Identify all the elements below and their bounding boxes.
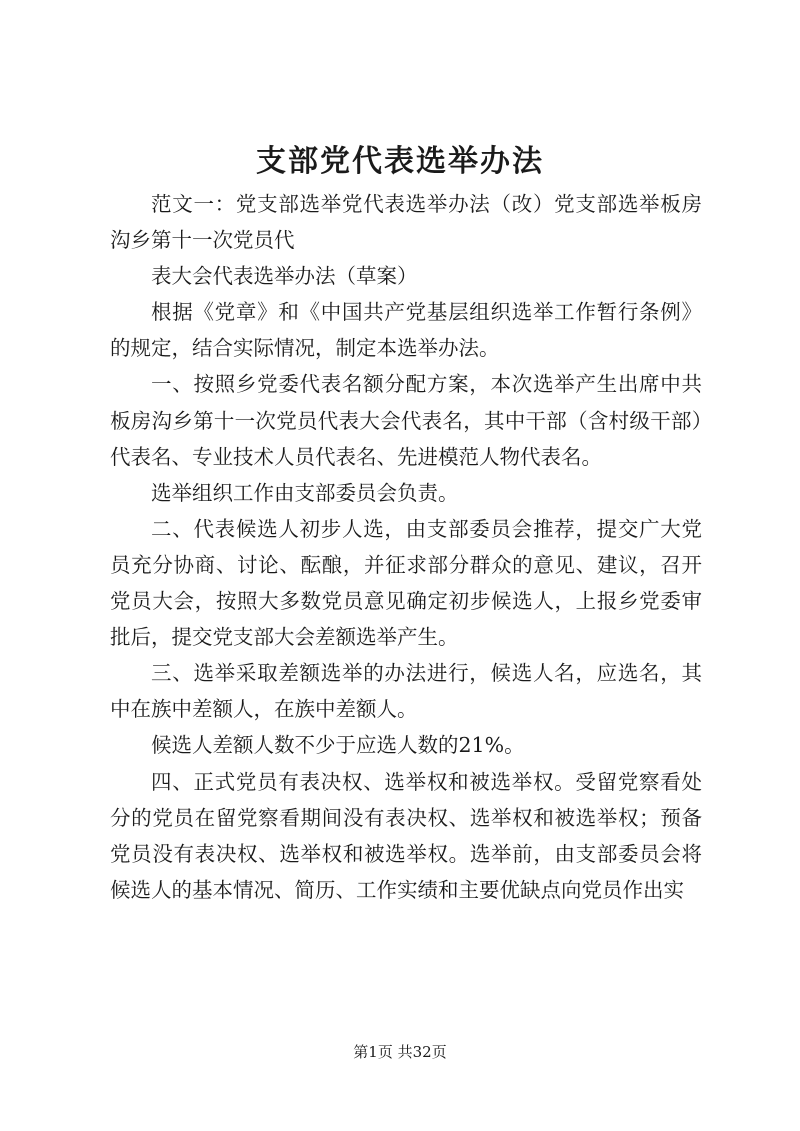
paragraph: 三、选举采取差额选举的办法进行，候选人名，应选名，其中在族中差额人，在族中差额人。 bbox=[110, 661, 702, 722]
paragraph: 四、正式党员有表决权、选举权和被选举权。受留党察看处分的党员在留党察看期间没有表决权、选举权和被选举权；预备党员没有表决权、选举权和被选举权。选举前，由支部委员会将候选人的基本情况、简历、工作实绩和主要优缺点向党员作出实 bbox=[110, 769, 702, 902]
paragraph: 选举组织工作由支部委员会负责。 bbox=[151, 480, 459, 505]
paragraph: 一、按照乡党委代表名额分配方案，本次选举产生出席中共板房沟乡第十一次党员代表大会代表名，其中干部（含村级干部）代表名、专业技术人员代表名、先进模范人物代表名。 bbox=[110, 372, 702, 469]
paragraph: 根据《党章》和《中国共产党基层组织选举工作暂行条例》的规定，结合实际情况，制定本选举办法。 bbox=[110, 300, 702, 361]
paragraph: 表大会代表选举办法（草案） bbox=[151, 264, 418, 289]
document-title: 支部党代表选举办法 bbox=[256, 144, 544, 179]
paragraph: 二、代表候选人初步人选，由支部委员会推荐，提交广大党员充分协商、讨论、酝酿，并征求部分群众的意见、建议，召开党员大会，按照大多数党员意见确定初步候选人，上报乡党委审批后，提交党支部大会差额选举产生。 bbox=[110, 516, 702, 650]
paragraph: 候选人差额人数不少于应选人数的21%。 bbox=[151, 733, 525, 758]
document-body bbox=[110, 186, 702, 908]
paragraph: 范文一：党支部选举党代表选举办法（改）党支部选举板房沟乡第十一次党员代 bbox=[110, 192, 702, 253]
page-footer: 第1页 共32页 bbox=[353, 1043, 447, 1061]
